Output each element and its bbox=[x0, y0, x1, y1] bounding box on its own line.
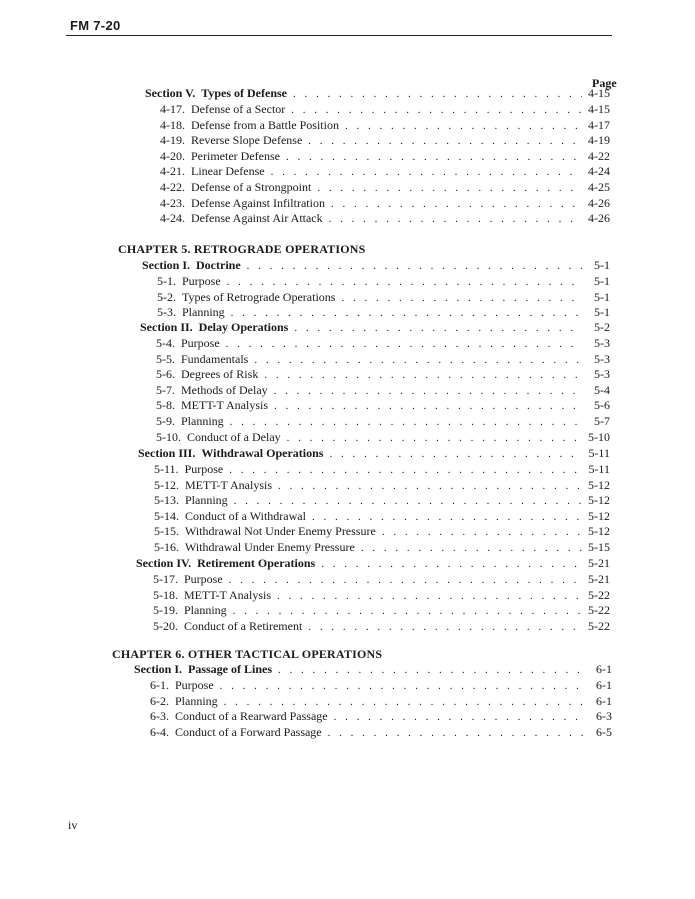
toc-entry bbox=[153, 603, 610, 619]
dot-leader bbox=[308, 135, 582, 147]
dot-leader bbox=[331, 198, 582, 210]
toc-entry-number: 6-3. bbox=[150, 709, 169, 724]
toc-entry-page: 5-11 bbox=[588, 462, 610, 476]
toc-entry bbox=[150, 678, 612, 694]
dot-leader bbox=[278, 480, 582, 492]
toc-entry-page: 5-22 bbox=[588, 618, 610, 633]
toc-entry-number: 5-6. bbox=[156, 367, 175, 382]
toc-entry-number: 5-20. bbox=[153, 618, 178, 633]
dot-leader bbox=[291, 104, 582, 116]
toc-section-heading: Section III. Withdrawal Operations . . . 5-11 bbox=[138, 446, 610, 462]
dot-leader bbox=[230, 416, 582, 428]
toc-entry-title: Purpose bbox=[175, 678, 214, 692]
toc-entry-page: 4-22 bbox=[588, 148, 610, 163]
toc-entry bbox=[156, 352, 610, 368]
toc-entry-page: 6-1 bbox=[596, 678, 612, 692]
dot-leader bbox=[234, 495, 582, 507]
toc-section-heading: Section II. Delay Operations . . . 5-2 bbox=[140, 320, 610, 336]
toc-entry-page: 4-24 bbox=[588, 164, 610, 179]
toc-entry-number: 4-17. bbox=[160, 102, 185, 116]
toc-entry-number: 4-18. bbox=[160, 117, 185, 132]
toc-entry bbox=[156, 336, 610, 352]
toc-entry-title: Types of Retrograde Operations bbox=[182, 289, 336, 304]
toc-entry-title: Purpose bbox=[184, 462, 224, 476]
dot-leader bbox=[328, 727, 584, 739]
toc-entry bbox=[153, 572, 610, 588]
toc-entry-page: 5-12 bbox=[588, 493, 610, 508]
chapter-heading: CHAPTER 6. OTHER TACTICAL OPERATIONS bbox=[112, 647, 383, 661]
dot-leader bbox=[233, 605, 582, 617]
toc-entry-page: 5-1 bbox=[594, 305, 610, 320]
toc-entry-page: 5-3 bbox=[594, 351, 610, 366]
dot-leader bbox=[341, 292, 582, 304]
toc-entry-number: 6-4. bbox=[150, 724, 169, 739]
document-id: FM 7-20 bbox=[70, 18, 121, 33]
toc-entry-title: Conduct of a Delay bbox=[187, 429, 281, 444]
toc-entry-number: 5-8. bbox=[156, 398, 175, 413]
toc-entry-number: 5-15. bbox=[154, 524, 179, 539]
toc-entry-page: 5-15 bbox=[588, 540, 610, 554]
dot-leader bbox=[308, 621, 582, 633]
toc-entry-page: 5-1 bbox=[594, 289, 610, 304]
toc-entry-page: 4-17 bbox=[588, 117, 610, 132]
toc-entry-page: 5-21 bbox=[588, 572, 610, 586]
toc-entry bbox=[160, 149, 610, 165]
toc-entry-title: Conduct of a Rearward Passage bbox=[175, 709, 328, 724]
toc-entry-number: 5-9. bbox=[156, 414, 175, 428]
dot-leader bbox=[274, 400, 582, 412]
toc-entry-title: Reverse Slope Defense bbox=[191, 133, 303, 148]
toc-entry-title: Linear Defense bbox=[191, 164, 265, 179]
toc-section-heading: Section V. Types of Defense . . . 4-15 bbox=[145, 86, 610, 102]
dot-leader bbox=[274, 385, 582, 397]
toc-entry-title: Methods of Delay bbox=[181, 382, 268, 397]
toc-entry-page: 5-6 bbox=[594, 398, 610, 413]
toc-entry bbox=[154, 540, 610, 556]
toc-entry-page: 6-5 bbox=[596, 724, 612, 739]
toc-entry bbox=[154, 478, 610, 494]
toc-entry-number: 4-21. bbox=[160, 164, 185, 179]
dot-leader bbox=[231, 307, 582, 319]
toc-entry bbox=[160, 180, 610, 196]
dot-leader bbox=[264, 369, 582, 381]
toc-entry bbox=[150, 694, 612, 710]
toc-entry-title: Fundamentals bbox=[181, 351, 249, 366]
toc-entry-page: 5-4 bbox=[594, 382, 610, 397]
toc-entry-title: Purpose bbox=[181, 336, 220, 350]
toc-entry-title: Planning bbox=[185, 493, 228, 508]
toc-entry bbox=[157, 274, 610, 290]
toc-entry bbox=[156, 414, 610, 430]
toc-entry-page: 5-10 bbox=[588, 429, 610, 444]
toc-entry-number: 4-23. bbox=[160, 195, 185, 210]
toc-section-heading: Section IV. Retirement Operations . . . 5-21 bbox=[136, 556, 610, 572]
toc-entry-title: Defense Against Infiltration bbox=[191, 195, 325, 210]
toc-entry-title: Planning bbox=[175, 693, 218, 708]
toc-entry-number: 5-11. bbox=[154, 462, 179, 476]
dot-leader bbox=[271, 166, 582, 178]
toc-entry-number: 4-19. bbox=[160, 133, 185, 148]
dot-leader bbox=[227, 276, 582, 288]
toc-entry bbox=[160, 118, 610, 134]
toc-entry-page: 6-3 bbox=[596, 709, 612, 724]
toc-entry-title: Planning bbox=[184, 603, 227, 618]
toc-entry-page: 4-19 bbox=[588, 133, 610, 148]
toc-entry-title: Perimeter Defense bbox=[191, 148, 280, 163]
toc-entry-page: 6-1 bbox=[596, 693, 612, 708]
toc-entry bbox=[157, 305, 610, 321]
chapter-heading: CHAPTER 5. RETROGRADE OPERATIONS bbox=[118, 242, 366, 256]
toc-entry bbox=[160, 211, 610, 227]
toc-entry bbox=[160, 102, 610, 118]
toc-entry-number: 4-20. bbox=[160, 148, 185, 163]
toc-entry bbox=[160, 164, 610, 180]
dot-leader bbox=[382, 526, 582, 538]
dot-leader bbox=[229, 574, 582, 586]
toc-entry bbox=[153, 588, 610, 604]
toc-entry-title: Purpose bbox=[182, 274, 221, 288]
toc-entry-number: 5-18. bbox=[153, 587, 178, 602]
toc-entry bbox=[154, 509, 610, 525]
toc-entry-title: Withdrawal Under Enemy Pressure bbox=[185, 540, 355, 554]
dot-leader bbox=[361, 542, 582, 554]
toc-entry-title: METT-T Analysis bbox=[184, 587, 272, 602]
dot-leader bbox=[277, 590, 582, 602]
dot-leader bbox=[312, 511, 582, 523]
toc-entry bbox=[160, 196, 610, 212]
toc-entry-title: Planning bbox=[181, 414, 224, 428]
toc-entry-number: 5-13. bbox=[154, 493, 179, 508]
toc-entry bbox=[150, 709, 612, 725]
toc-entry-number: 5-7. bbox=[156, 382, 175, 397]
toc-entry-page: 4-26 bbox=[588, 195, 610, 210]
dot-leader bbox=[287, 432, 582, 444]
toc-entry bbox=[153, 619, 610, 635]
toc-entry-title: Conduct of a Retirement bbox=[184, 618, 303, 633]
toc-entry bbox=[156, 398, 610, 414]
dot-leader bbox=[224, 696, 584, 708]
dot-leader bbox=[329, 213, 582, 225]
toc-entry bbox=[156, 383, 610, 399]
toc-entry-number: 5-10. bbox=[156, 429, 181, 444]
dot-leader bbox=[226, 338, 582, 350]
toc-entry bbox=[157, 290, 610, 306]
toc-entry-page: 4-25 bbox=[588, 180, 610, 194]
toc-entry-title: Defense Against Air Attack bbox=[191, 211, 323, 226]
toc-entry-page: 5-12 bbox=[588, 524, 610, 539]
toc-entry-number: 5-17. bbox=[153, 572, 178, 586]
toc-entry bbox=[154, 493, 610, 509]
toc-entry-page: 5-7 bbox=[594, 414, 610, 428]
toc-entry-page: 5-3 bbox=[594, 336, 610, 350]
dot-leader bbox=[286, 151, 582, 163]
toc-entry-number: 5-2. bbox=[157, 289, 176, 304]
toc-entry bbox=[150, 725, 612, 741]
toc-entry-title: Degrees of Risk bbox=[181, 367, 259, 382]
dot-leader bbox=[345, 120, 582, 132]
toc-entry bbox=[156, 430, 610, 446]
page-number: iv bbox=[68, 818, 78, 832]
toc-entry-title: Conduct of a Withdrawal bbox=[185, 508, 306, 523]
dot-leader bbox=[334, 711, 584, 723]
toc-entry-number: 5-3. bbox=[157, 305, 176, 320]
toc-entry-number: 5-5. bbox=[156, 351, 175, 366]
toc-entry bbox=[160, 133, 610, 149]
toc-entry-number: 4-22. bbox=[160, 180, 185, 194]
dot-leader bbox=[254, 354, 582, 366]
header-rule bbox=[66, 35, 612, 36]
toc-entry-number: 5-1. bbox=[157, 274, 176, 288]
toc-entry-title: Withdrawal Not Under Enemy Pressure bbox=[185, 524, 376, 539]
toc-entry-page: 4-26 bbox=[588, 211, 610, 226]
toc-entry-title: METT-T Analysis bbox=[185, 477, 273, 492]
toc-entry-number: 5-16. bbox=[154, 540, 179, 554]
toc-entry-page: 5-12 bbox=[588, 477, 610, 492]
toc-section-heading: Section I. Passage of Lines . . . 6-1 bbox=[134, 662, 612, 678]
toc-entry-number: 4-24. bbox=[160, 211, 185, 226]
page-column-label: Page bbox=[592, 76, 617, 90]
dot-leader bbox=[317, 182, 582, 194]
toc-entry-title: METT-T Analysis bbox=[181, 398, 269, 413]
toc-entry-page: 5-22 bbox=[588, 603, 610, 618]
toc-entry-title: Purpose bbox=[184, 572, 223, 586]
toc-entry-title: Conduct of a Forward Passage bbox=[175, 724, 322, 739]
toc-entry-title: Defense from a Battle Position bbox=[191, 117, 339, 132]
toc-entry-page: 5-3 bbox=[594, 367, 610, 382]
toc-entry-number: 5-14. bbox=[154, 508, 179, 523]
toc-entry-page: 5-12 bbox=[588, 508, 610, 523]
toc-entry-page: 4-15 bbox=[588, 102, 610, 116]
toc-entry-page: 5-22 bbox=[588, 587, 610, 602]
toc-entry-number: 5-19. bbox=[153, 603, 178, 618]
toc-entry bbox=[154, 524, 610, 540]
dot-leader bbox=[229, 464, 582, 476]
toc-entry-number: 6-2. bbox=[150, 693, 169, 708]
toc-entry-title: Planning bbox=[182, 305, 225, 320]
toc-entry-title: Defense of a Strongpoint bbox=[191, 180, 312, 194]
toc-entry bbox=[156, 367, 610, 383]
toc-entry-title: Defense of a Sector bbox=[191, 102, 286, 116]
toc-entry-number: 6-1. bbox=[150, 678, 169, 692]
toc-entry-number: 5-4. bbox=[156, 336, 175, 350]
toc-entry bbox=[154, 462, 610, 478]
toc-section-heading: Section I. Doctrine . . . 5-1 bbox=[142, 258, 610, 274]
dot-leader bbox=[220, 680, 584, 692]
toc-entry-page: 5-1 bbox=[594, 274, 610, 288]
toc-entry-number: 5-12. bbox=[154, 477, 179, 492]
